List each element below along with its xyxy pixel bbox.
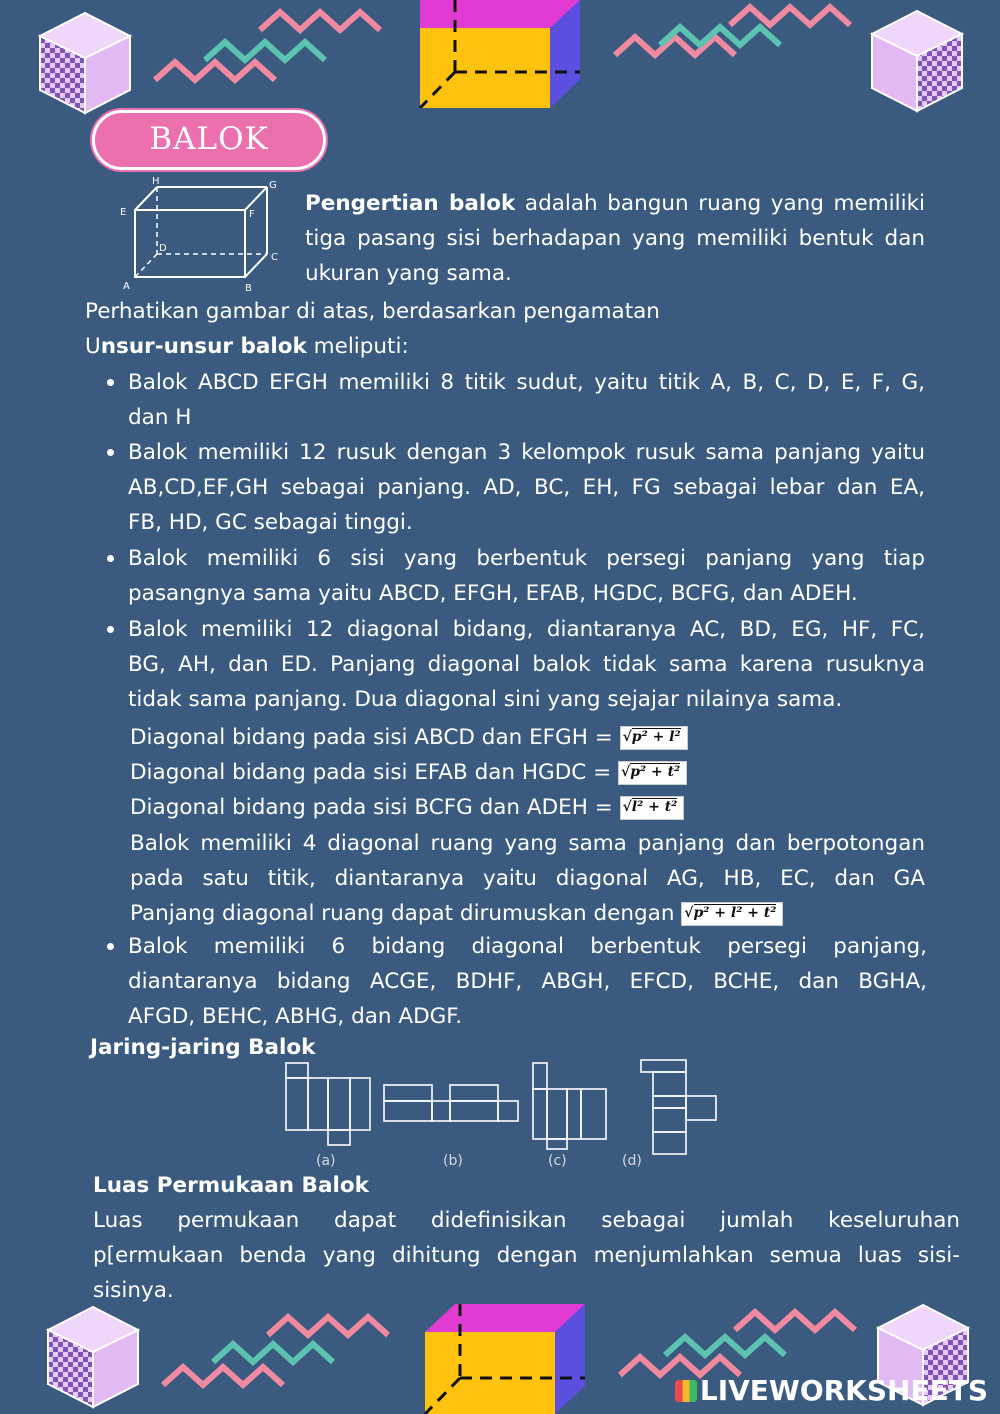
bullet-diagonal-line-1: Balok memiliki 12 diagonal bidang, diantaranya AC, BD, EG, HF, FC, [128, 612, 925, 647]
diagonal-ruang-line-3: Panjang diagonal ruang dapat dirumuskan dengan √p² + l² + t² [130, 896, 783, 931]
bullet-bidang-diagonal-line-2: diantaranya bidang ACGE, BDHF, ABGH, EFCD, BCHE, dan BGHA, [128, 969, 927, 994]
checkered-cube-bottom-left [38, 1302, 148, 1412]
definition-line-1: Pengertian balok adalah bangun ruang yang memiliki [305, 191, 925, 216]
net-label-d: (d) [622, 1153, 642, 1169]
bullet-titik-sudut-line-2: dan H [128, 405, 192, 430]
page-title: BALOK [149, 121, 269, 157]
checkered-cube-top-left [30, 8, 140, 118]
bullet-sisi-line-1: Balok memiliki 6 sisi yang berbentuk persegi panjang yang tiap [128, 541, 925, 576]
net-label-a: (a) [316, 1153, 336, 1169]
vertex-label-d: D [159, 243, 167, 254]
zigzag-top-right [610, 0, 860, 100]
bullet-titik-sudut-line-1: Balok ABCD EFGH memiliki 8 titik sudut, yaitu titik A, B, C, D, E, F, G, [128, 365, 925, 400]
diagonal-ruang-line-1: Balok memiliki 4 diagonal ruang yang sama panjang dan berpotongan [130, 831, 925, 856]
luas-line-2: p[ermukaan benda yang dihitung dengan menjumlahkan semua luas sisi- [93, 1243, 960, 1268]
vertex-label-c: C [271, 252, 278, 263]
luas-line-3: sisinya. [93, 1278, 174, 1303]
zigzag-bottom-left [158, 1300, 408, 1410]
diagonal-abcd-efgh: Diagonal bidang pada sisi ABCD dan EFGH = √p² + l² [130, 720, 688, 755]
definition-line-3: ukuran yang sama. [305, 261, 512, 286]
diagonal-ruang-line-2: pada satu titik, diantaranya yaitu diagonal AG, HB, EC, dan GA [130, 866, 925, 891]
vertex-label-b: B [245, 283, 252, 294]
net-label-c: (c) [548, 1153, 567, 1169]
title-badge [92, 110, 326, 170]
cuboid-nets-figure [280, 1055, 730, 1155]
jaring-heading: Jaring-jaring Balok [90, 1035, 316, 1060]
liveworksheets-watermark: LIVEWORKSHEETS [675, 1374, 988, 1407]
luas-line-1: Luas permukaan dapat didefinisikan sebagai jumlah keseluruhan [93, 1208, 960, 1233]
bullet-rusuk-line-2: AB,CD,EF,GH sebagai panjang. AD, BC, EH, FG sebagai lebar dan EA, [128, 475, 925, 500]
bullet-bidang-diagonal-line-3: AFGD, BEHC, ABHG, dan ADGF. [128, 1004, 463, 1029]
formula-p-l: √p² + l² [620, 726, 688, 750]
vertex-label-h: H [152, 176, 160, 187]
formula-p-t: √p² + t² [618, 761, 687, 785]
diagonal-efab-hgdc: Diagonal bidang pada sisi EFAB dan HGDC = √p² + t² [130, 755, 687, 790]
cuboid-diagram [115, 175, 290, 295]
vertex-label-g: G [269, 180, 277, 191]
liveworksheets-logo-icon [675, 1380, 697, 1402]
unsur-heading: Unsur-unsur balok meliputi: [85, 334, 409, 359]
vertex-label-f: F [249, 209, 255, 220]
bullet-diagonal-line-2: BG, AH, dan ED. Panjang diagonal balok tidak sama karena rusuknya [128, 652, 925, 677]
bullet-bidang-diagonal-line-1: Balok memiliki 6 bidang diagonal berbentuk persegi panjang, [128, 929, 927, 964]
diagonal-bcfg-adeh: Diagonal bidang pada sisi BCFG dan ADEH = √l² + t² [130, 790, 684, 825]
definition-line-2: tiga pasang sisi berhadapan yang memiliki bentuk dan [305, 226, 925, 251]
checkered-cube-top-right [862, 6, 972, 116]
vertex-label-e: E [120, 207, 127, 218]
intro-text: Perhatikan gambar di atas, berdasarkan pengamatan [85, 299, 660, 324]
yellow-cube-bottom [420, 1302, 590, 1414]
luas-heading: Luas Permukaan Balok [93, 1173, 369, 1198]
formula-p-l-t: √p² + l² + t² [681, 902, 783, 926]
net-label-b: (b) [443, 1153, 463, 1169]
formula-l-t: √l² + t² [620, 796, 685, 820]
zigzag-top-left [150, 0, 400, 120]
bullet-rusuk-line-1: Balok memiliki 12 rusuk dengan 3 kelompok rusuk sama panjang yaitu [128, 435, 925, 470]
bullet-rusuk-line-3: FB, HD, GC sebagai tinggi. [128, 510, 413, 535]
bullet-sisi-line-2: pasangnya sama yaitu ABCD, EFGH, EFAB, HGDC, BCFG, dan ADEH. [128, 581, 858, 606]
vertex-label-a: A [123, 281, 130, 292]
yellow-cube-top [415, 0, 585, 108]
bullet-diagonal-line-3: tidak sama panjang. Dua diagonal sini yang sejajar nilainya sama. [128, 687, 843, 712]
